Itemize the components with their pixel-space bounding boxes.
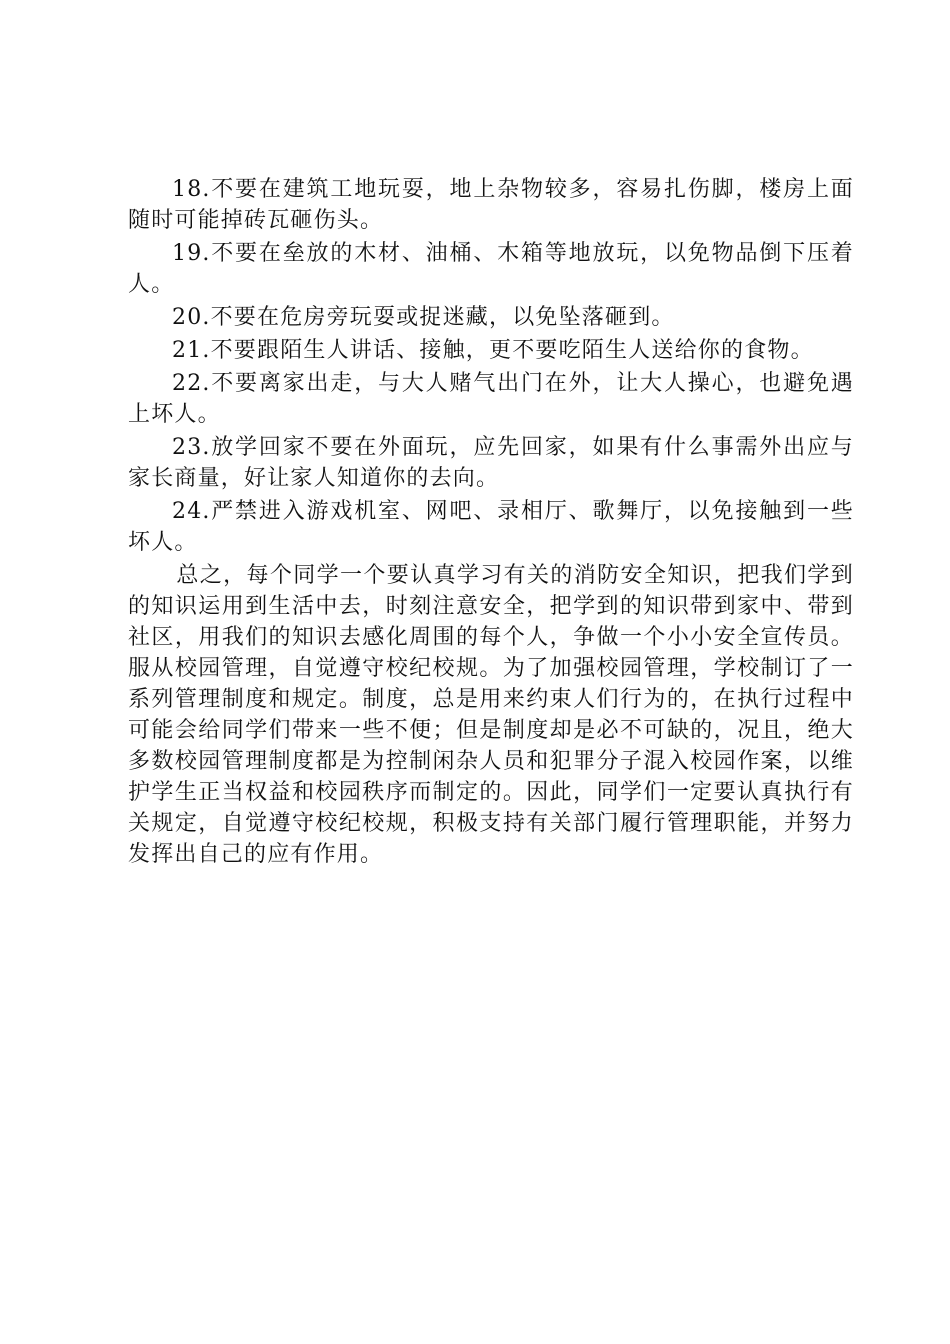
document-body: [128, 174, 854, 872]
rule-item-18: 18.不要在建筑工地玩耍，地上杂物较多，容易扎伤脚，楼房上面随时可能掉砖瓦砸伤头。: [128, 177, 854, 233]
summary-paragraph: 总之，每个同学一个要认真学习有关的消防安全知识，把我们学到的知识运用到生活中去，时刻注意安全，把学到的知识带到家中、带到社区，用我们的知识去感化周围的每个人，争做一个小小安全宣传员。服从校园管理，自觉遵守校纪校规。为了加强校园管理，学校制订了一系列管理制度和规定。制度，总是用来约束人们行为的，在执行过程中可能会给同学们带来一些不便；但是制度却是必不可缺的，况且，绝大多数校园管理制度都是为控制闲杂人员和犯罪分子混入校园作案，以维护学生正当权益和校园秩序而制定的。因此，同学们一定要认真执行有关规定，自觉遵守校纪校规，积极支持有关部门履行管理职能，并努力发挥出自己的应有作用。: [128, 563, 854, 867]
rule-item-20: 20.不要在危房旁玩耍或捉迷藏，以免坠落砸到。: [172, 305, 675, 330]
rule-item-22: 22.不要离家出走，与大人赌气出门在外，让大人操心，也避免遇上坏人。: [128, 371, 854, 427]
rule-item-21: 21.不要跟陌生人讲话、接触，更不要吃陌生人送给你的食物。: [172, 338, 814, 363]
rule-item-19: 19.不要在垒放的木材、油桶、木箱等地放玩，以免物品倒下压着人。: [128, 241, 854, 297]
rule-item-23: 23.放学回家不要在外面玩，应先回家，如果有什么事需外出应与家长商量，好让家人知道你的去向。: [128, 435, 854, 491]
rule-item-24: 24.严禁进入游戏机室、网吧、录相厅、歌舞厅，以免接触到一些坏人。: [128, 499, 854, 555]
